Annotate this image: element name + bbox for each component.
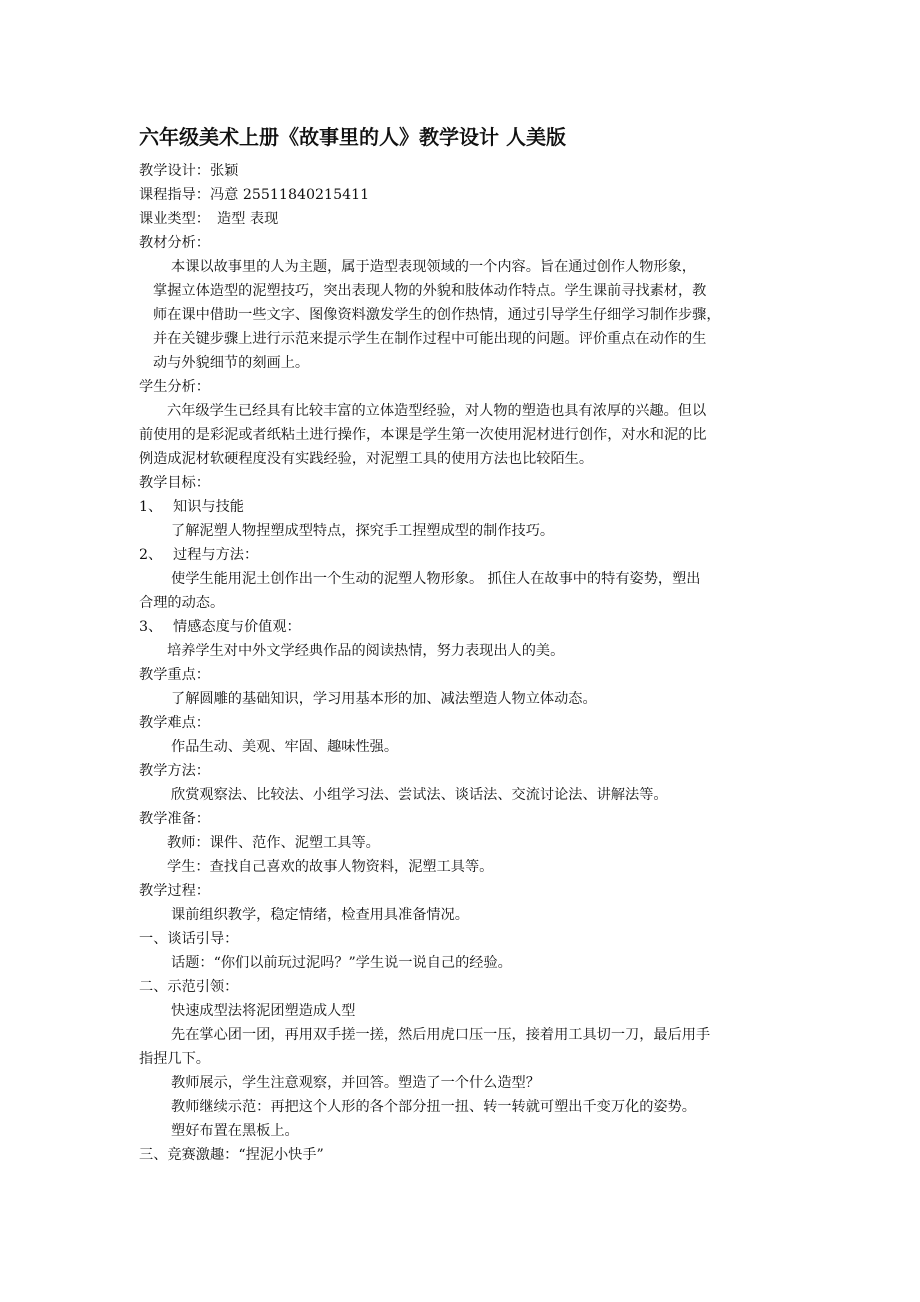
section-2-line: 塑好布置在黑板上。 (171, 1123, 299, 1139)
objective-label: 情感态度与价值观： (173, 619, 301, 635)
section-2-heading: 二、示范引领： (139, 979, 239, 995)
material-analysis-line: 动与外貌细节的刻画上。 (153, 355, 310, 371)
section-2-line: 指捏几下。 (139, 1051, 210, 1067)
section-2-line: 先在掌心团一团，再用双手搓一搓，然后用虎口压一压，接着用工具切一刀，最后用手 (171, 1027, 711, 1043)
material-analysis-heading: 教材分析： (139, 235, 210, 251)
objective-content: 使学生能用泥土创作出一个生动的泥塑人物形象。 抓住人在故事中的特有姿势，塑出 (171, 571, 701, 587)
methods-heading: 教学方法： (139, 763, 210, 779)
key-points-heading: 教学重点： (139, 667, 210, 683)
objective-number: 2、 (139, 547, 163, 563)
objective-label: 过程与方法： (173, 547, 259, 563)
preparation-student: 学生：查找自己喜欢的故事人物资料，泥塑工具等。 (167, 859, 494, 875)
student-analysis-line: 例造成泥材软硬程度没有实践经验，对泥塑工具的使用方法也比较陌生。 (139, 451, 594, 467)
section-2-line: 快速成型法将泥团塑造成人型 (171, 1003, 356, 1019)
section-2-line: 教师继续示范：再把这个人形的各个部分扭一扭、转一转就可塑出千变万化的姿势。 (171, 1099, 696, 1115)
section-1-heading: 一、谈话引导： (139, 931, 239, 947)
objective-content: 培养学生对中外文学经典作品的阅读热情，努力表现出人的美。 (167, 643, 565, 659)
material-analysis-line: 师在课中借助一些文字、图像资料激发学生的创作热情，通过引导学生仔细学习制作步骤， (153, 307, 721, 323)
student-analysis-line: 六年级学生已经具有比较丰富的立体造型经验，对人物的塑造也具有浓厚的兴趣。但以 (167, 403, 707, 419)
objective-content: 了解泥塑人物捏塑成型特点，探究手工捏塑成型的制作技巧。 (171, 523, 555, 539)
difficulties-content: 作品生动、美观、牢固、趣味性强。 (171, 739, 399, 755)
objective-content: 合理的动态。 (139, 595, 225, 611)
material-analysis-line: 掌握立体造型的泥塑技巧，突出表现人物的外貌和肢体动作特点。学生课前寻找素材，教 (153, 283, 707, 299)
document-body (139, 159, 784, 1167)
section-1-content: 话题：“你们以前玩过泥吗？”学生说一说自己的经验。 (171, 955, 512, 971)
lesson-type: 课业类型： 造型 表现 (139, 211, 279, 227)
key-points-content: 了解圆雕的基础知识，学习用基本形的加、减法塑造人物立体动态。 (171, 691, 597, 707)
section-2-line: 教师展示，学生注意观察，并回答。塑造了一个什么造型？ (171, 1075, 540, 1091)
design-by: 教学设计：张颖 (139, 163, 239, 179)
objectives-heading: 教学目标： (139, 475, 210, 491)
section-3-heading: 三、竞赛激趣：“捏泥小快手” (139, 1147, 324, 1163)
document-title: 六年级美术上册《故事里的人》教学设计 人美版 (139, 125, 566, 149)
objective-label: 知识与技能 (173, 499, 244, 515)
methods-content: 欣赏观察法、比较法、小组学习法、尝试法、谈话法、交流讨论法、讲解法等。 (171, 787, 668, 803)
process-intro: 课前组织教学，稳定情绪，检查用具准备情况。 (171, 907, 469, 923)
process-heading: 教学过程： (139, 883, 210, 899)
student-analysis-heading: 学生分析： (139, 379, 210, 395)
course-guidance: 课程指导：冯意 25511840215411 (139, 187, 370, 203)
student-analysis-line: 前使用的是彩泥或者纸粘土进行操作，本课是学生第一次使用泥材进行创作，对水和泥的比 (139, 427, 707, 443)
objective-item-1 (139, 495, 784, 519)
preparation-teacher: 教师：课件、范作、泥塑工具等。 (167, 835, 380, 851)
objective-number: 1、 (139, 499, 163, 515)
objective-item-3 (139, 615, 784, 639)
material-analysis-line: 并在关键步骤上进行示范来提示学生在制作过程中可能出现的问题。评价重点在动作的生 (153, 331, 707, 347)
objective-item-2 (139, 543, 784, 567)
material-analysis-line: 本课以故事里的人为主题，属于造型表现领域的一个内容。旨在通过创作人物形象， (171, 259, 696, 275)
difficulties-heading: 教学难点： (139, 715, 210, 731)
preparation-heading: 教学准备： (139, 811, 210, 827)
objective-number: 3、 (139, 619, 163, 635)
